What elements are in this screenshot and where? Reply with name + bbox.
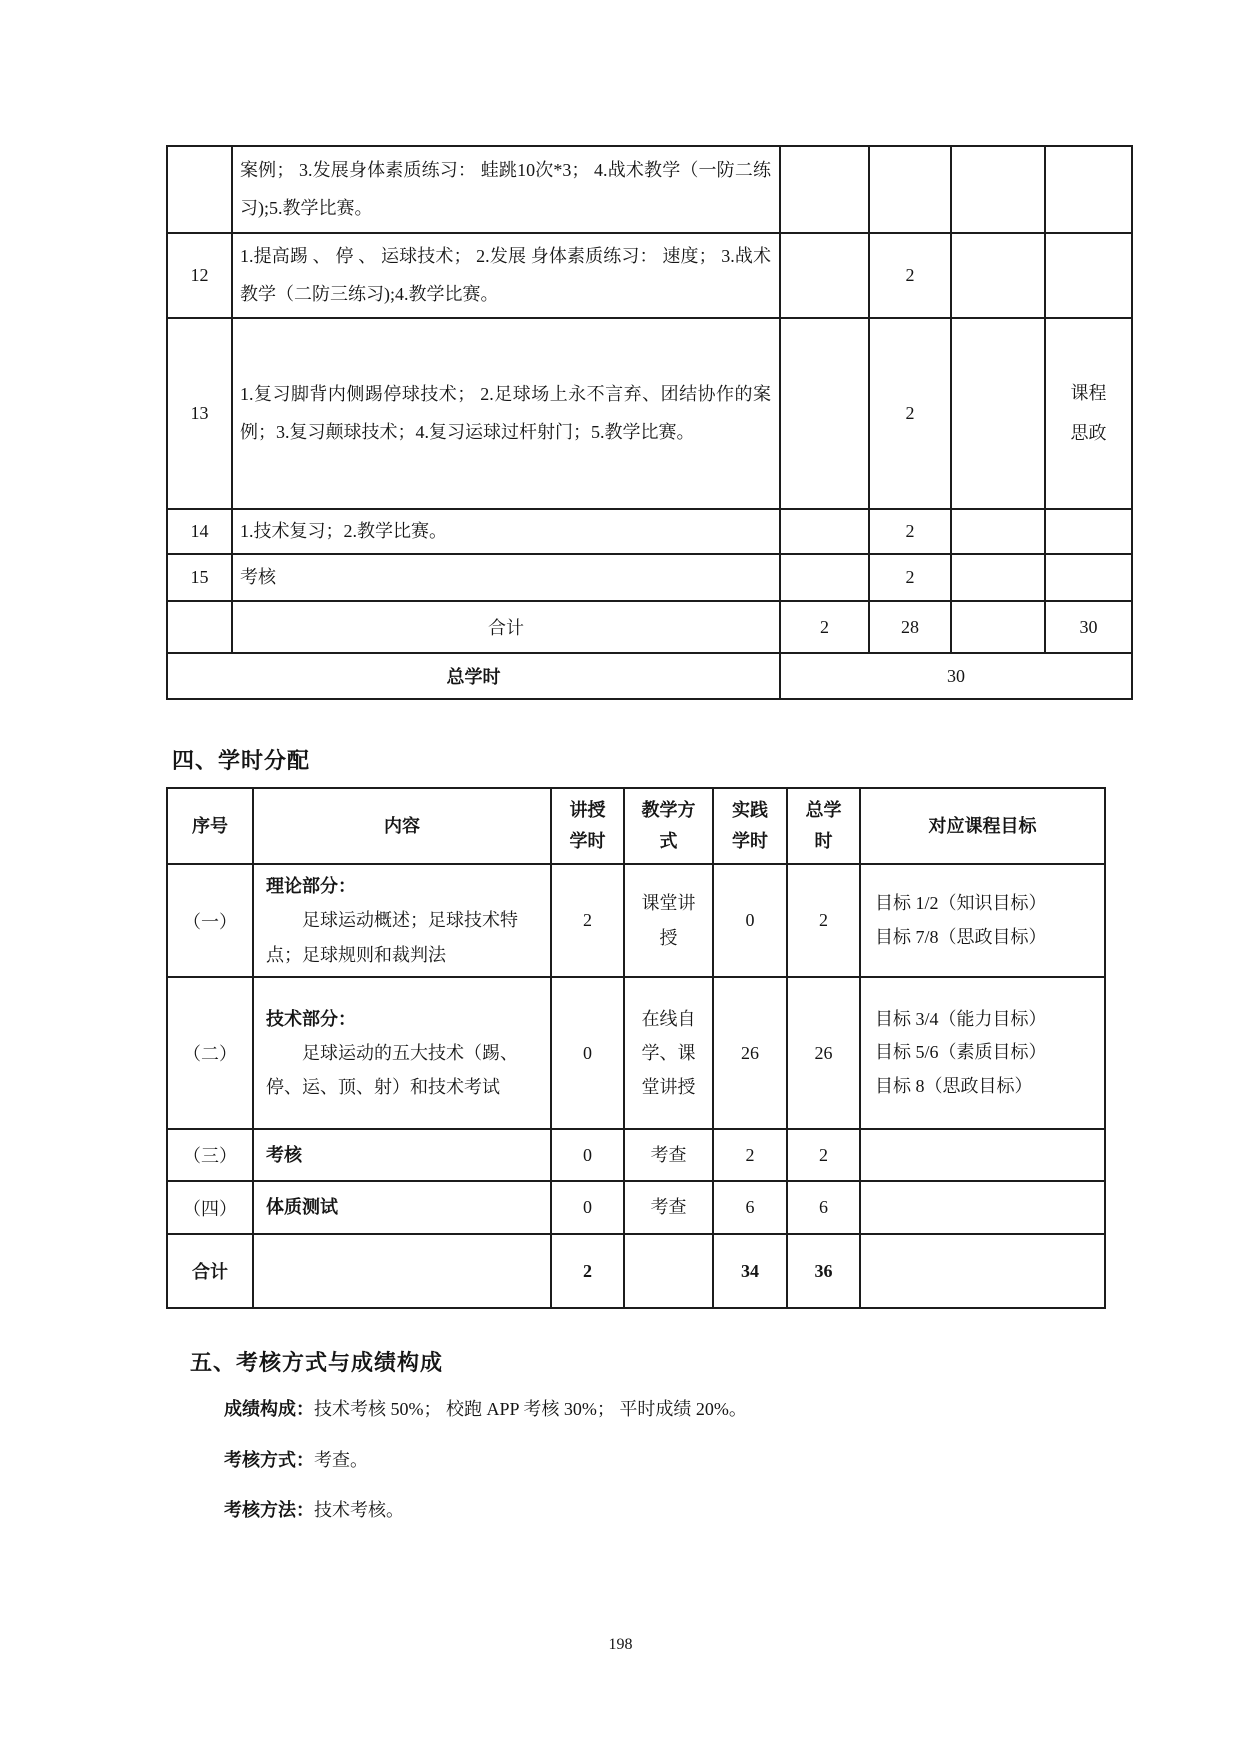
cell-lesson-content: 案例； 3.发展身体素质练习： 蛙跳10次*3； 4.战术教学（一防二练 习);5.教学比赛。 bbox=[232, 146, 780, 233]
goal-line: 目标 1/2（知识目标） bbox=[875, 893, 1047, 914]
cell-course-goals bbox=[860, 1129, 1105, 1181]
cell-hours-2: 2 bbox=[869, 554, 951, 601]
cell-content bbox=[253, 1234, 551, 1308]
assessment-mode-text: 考查。 bbox=[314, 1450, 368, 1470]
cell-hours-3 bbox=[951, 554, 1045, 601]
page-number: 198 bbox=[608, 1636, 633, 1653]
assessment-method-line bbox=[224, 1497, 404, 1523]
table-row-assessment bbox=[167, 1129, 1105, 1181]
totals-total-hours: 36 bbox=[787, 1234, 860, 1308]
cell-practice-hours: 26 bbox=[713, 977, 787, 1129]
cell-total-hours: 6 bbox=[787, 1181, 860, 1234]
assessment-method-label: 考核方法： bbox=[224, 1500, 314, 1520]
table-row-totals bbox=[167, 1234, 1105, 1308]
cell-teaching-method: 考查 bbox=[624, 1129, 713, 1181]
totals-lecture-hours: 2 bbox=[551, 1234, 624, 1308]
cell-course-goals bbox=[860, 864, 1105, 977]
cell-lecture-hours: 0 bbox=[551, 1129, 624, 1181]
cell-week-number bbox=[167, 601, 232, 653]
table-row-subtotal bbox=[167, 601, 1132, 653]
cell-total-hours: 26 bbox=[787, 977, 860, 1129]
cell-note bbox=[1045, 146, 1132, 233]
cell-hours-1 bbox=[780, 233, 869, 318]
cell-lesson-content: 1.提高踢 、 停 、 运球技术； 2.发展 身体素质练习： 速度； 3.战术教学（二防三练习);4.教学比赛。 bbox=[232, 233, 780, 318]
subtotal-hours-1: 2 bbox=[780, 601, 869, 653]
cell-week-number: 14 bbox=[167, 509, 232, 554]
cell-practice-hours: 0 bbox=[713, 864, 787, 977]
cell-lecture-hours: 0 bbox=[551, 977, 624, 1129]
grade-composition-label: 成绩构成： bbox=[224, 1399, 314, 1419]
table-row-fitness-test bbox=[167, 1181, 1105, 1234]
cell-serial: （一） bbox=[167, 864, 253, 977]
header-content: 内容 bbox=[253, 788, 551, 864]
cell-hours-3 bbox=[951, 509, 1045, 554]
grade-composition-line bbox=[224, 1396, 747, 1422]
cell-lesson-content: 考核 bbox=[232, 554, 780, 601]
cell-week-number: 12 bbox=[167, 233, 232, 318]
subtotal-hours-3 bbox=[951, 601, 1045, 653]
assessment-mode-line bbox=[224, 1447, 368, 1473]
cell-total-hours: 2 bbox=[787, 1129, 860, 1181]
cell-hours-1 bbox=[780, 318, 869, 509]
table-header-row bbox=[167, 788, 1105, 864]
totals-label: 合计 bbox=[167, 1234, 253, 1308]
cell-hours-2 bbox=[869, 146, 951, 233]
cell-course-goals bbox=[860, 1234, 1105, 1308]
cell-course-goals bbox=[860, 1181, 1105, 1234]
cell-note bbox=[1045, 554, 1132, 601]
cell-lesson-content: 1.技术复习；2.教学比赛。 bbox=[232, 509, 780, 554]
table-row-week-13 bbox=[167, 318, 1132, 509]
cell-hours-1 bbox=[780, 146, 869, 233]
hour-allocation-table bbox=[166, 787, 1106, 1309]
cell-note-ideology: 课程思政 bbox=[1045, 318, 1132, 509]
cell-practice-hours: 6 bbox=[713, 1181, 787, 1234]
cell-hours-3 bbox=[951, 318, 1045, 509]
content-title: 考核 bbox=[266, 1144, 302, 1165]
header-course-goals: 对应课程目标 bbox=[860, 788, 1105, 864]
cell-lecture-hours: 2 bbox=[551, 864, 624, 977]
content-title: 技术部分： bbox=[266, 1008, 356, 1029]
cell-hours-2: 2 bbox=[869, 318, 951, 509]
schedule-table bbox=[166, 145, 1133, 700]
cell-hours-3 bbox=[951, 146, 1045, 233]
cell-content bbox=[253, 977, 551, 1129]
cell-lesson-content: 1.复习脚背内侧踢停球技术； 2.足球场上永不言弃、团结协作的案例；3.复习颠球技术；4.复习运球过杆射门；5.教学比赛。 bbox=[232, 318, 780, 509]
subtotal-hours-2: 28 bbox=[869, 601, 951, 653]
cell-hours-1 bbox=[780, 554, 869, 601]
content-title: 理论部分： bbox=[266, 876, 356, 897]
cell-hours-2: 2 bbox=[869, 233, 951, 318]
cell-teaching-method: 在线自学、课堂讲授 bbox=[624, 977, 713, 1129]
goal-line: 目标 3/4（能力目标） bbox=[875, 1009, 1047, 1030]
cell-content bbox=[253, 1129, 551, 1181]
header-lecture-hours: 讲授学时 bbox=[551, 788, 624, 864]
cell-teaching-method: 考查 bbox=[624, 1181, 713, 1234]
content-title: 体质测试 bbox=[266, 1197, 338, 1218]
table-row-continuation bbox=[167, 146, 1132, 233]
cell-hours-2: 2 bbox=[869, 509, 951, 554]
content-body: 足球运动的五大技术（踢、停、运、顶、射）和技术考试 bbox=[266, 1042, 518, 1098]
cell-content bbox=[253, 1181, 551, 1234]
cell-serial: （三） bbox=[167, 1129, 253, 1181]
header-serial: 序号 bbox=[167, 788, 253, 864]
assessment-mode-label: 考核方式： bbox=[224, 1450, 314, 1470]
cell-note bbox=[1045, 233, 1132, 318]
totals-teaching-method bbox=[624, 1234, 713, 1308]
cell-week-number: 15 bbox=[167, 554, 232, 601]
subtotal-label: 合计 bbox=[232, 601, 780, 653]
section5-heading: 五、考核方式与成绩构成 bbox=[190, 1350, 444, 1375]
total-hours-label: 总学时 bbox=[167, 653, 780, 699]
cell-hours-1 bbox=[780, 509, 869, 554]
header-total-hours: 总学时 bbox=[787, 788, 860, 864]
table-row-week-12 bbox=[167, 233, 1132, 318]
content-body: 足球运动概述；足球技术特点；足球规则和裁判法 bbox=[266, 910, 518, 965]
subtotal-hours-4: 30 bbox=[1045, 601, 1132, 653]
cell-week-number bbox=[167, 146, 232, 233]
cell-serial: （四） bbox=[167, 1181, 253, 1234]
cell-teaching-method: 课堂讲授 bbox=[624, 864, 713, 977]
totals-practice-hours: 34 bbox=[713, 1234, 787, 1308]
goal-line: 目标 7/8（思政目标） bbox=[875, 926, 1047, 947]
cell-week-number: 13 bbox=[167, 318, 232, 509]
cell-hours-3 bbox=[951, 233, 1045, 318]
table-row-week-14 bbox=[167, 509, 1132, 554]
table-row-technique bbox=[167, 977, 1105, 1129]
cell-practice-hours: 2 bbox=[713, 1129, 787, 1181]
table-row-total-hours bbox=[167, 653, 1132, 699]
cell-serial: （二） bbox=[167, 977, 253, 1129]
section4-heading: 四、学时分配 bbox=[172, 748, 311, 773]
header-practice-hours: 实践学时 bbox=[713, 788, 787, 864]
grade-composition-text: 技术考核 50%； 校跑 APP 考核 30%； 平时成绩 20%。 bbox=[314, 1399, 747, 1419]
goal-line: 目标 5/6（素质目标） bbox=[875, 1042, 1047, 1063]
cell-course-goals bbox=[860, 977, 1105, 1129]
goal-line: 目标 8（思政目标） bbox=[875, 1075, 1033, 1096]
cell-total-hours: 2 bbox=[787, 864, 860, 977]
table-row-week-15 bbox=[167, 554, 1132, 601]
table-row-theory bbox=[167, 864, 1105, 977]
total-hours-value: 30 bbox=[780, 653, 1132, 699]
cell-content bbox=[253, 864, 551, 977]
assessment-method-text: 技术考核。 bbox=[314, 1500, 404, 1520]
header-teaching-method: 教学方式 bbox=[624, 788, 713, 864]
cell-lecture-hours: 0 bbox=[551, 1181, 624, 1234]
cell-note bbox=[1045, 509, 1132, 554]
